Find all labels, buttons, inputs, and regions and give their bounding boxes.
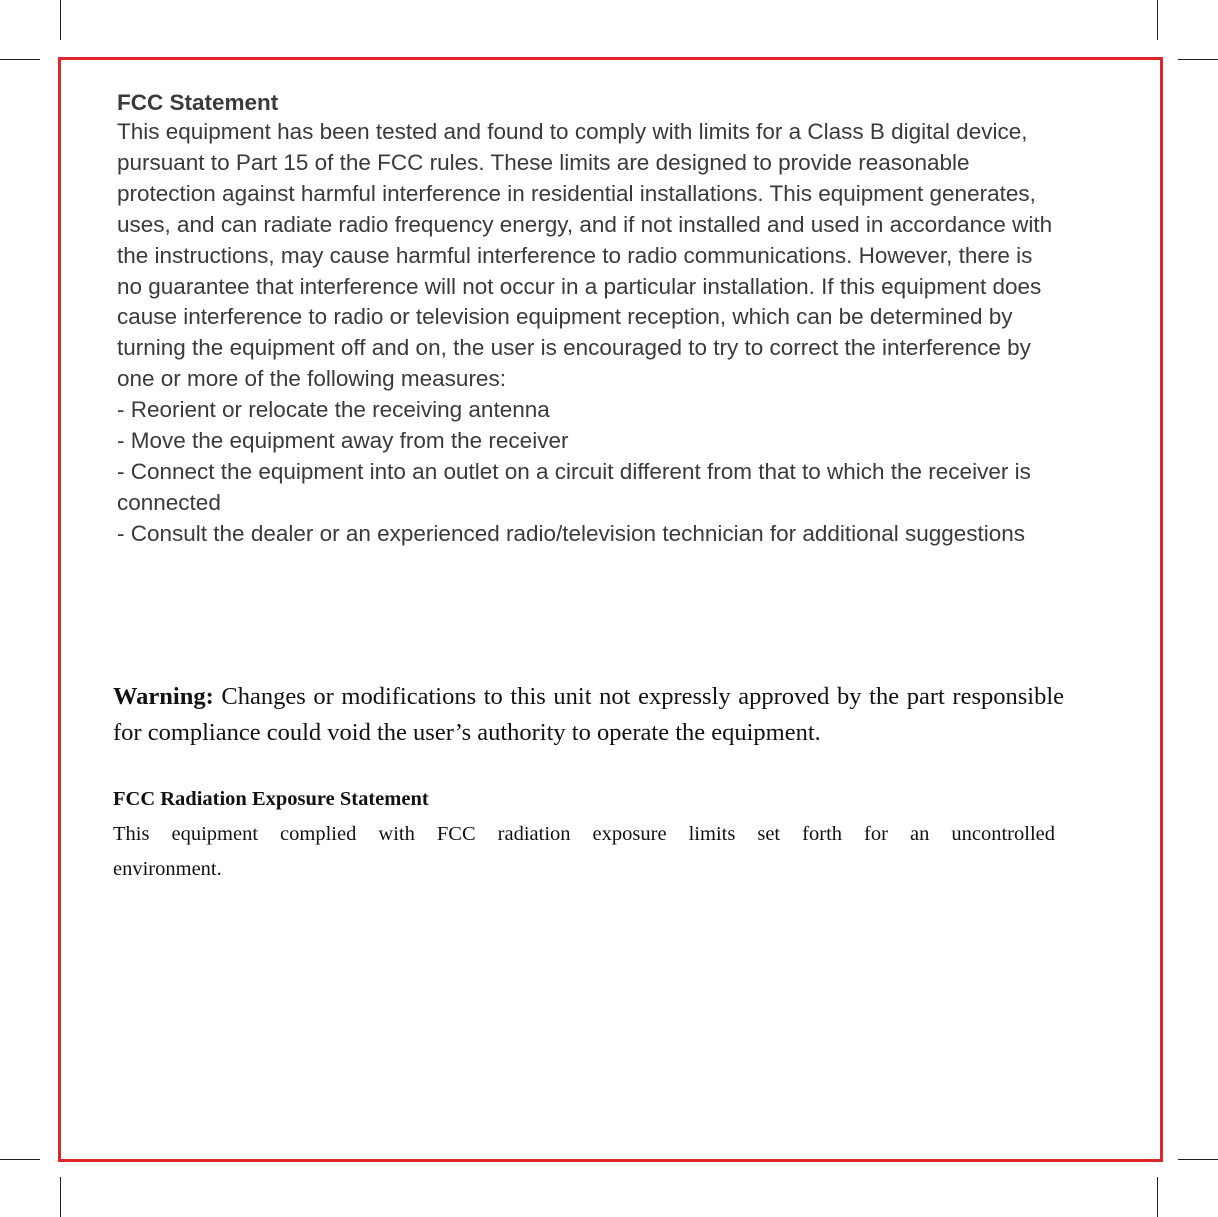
radiation-statement-title: FCC Radiation Exposure Statement xyxy=(113,788,429,810)
fcc-statement-body: This equipment has been tested and found to comply with limits for a Class B digital device, pursuant to Part 15 of the FCC rules. These limits are designed to provide reasonable protection against harmful interference in residential installations. This equipment generates, uses, and can radiate radio frequency energy, and if not installed and used in accordance with the instructions, may cause harmful interference to radio communications. However, there is no guarantee that interference will not occur in a particular installation. If this equipment does cause interference to radio or television equipment reception, which can be determined by turning the equipment off and on, the user is encouraged to try to correct the interference by one or more of the following measures: xyxy=(117,119,1053,392)
list-item: - Reorient or relocate the receiving antenna xyxy=(117,397,550,423)
crop-mark xyxy=(1157,0,1158,40)
crop-mark xyxy=(60,0,61,40)
crop-mark xyxy=(1178,1159,1218,1160)
list-item: - Consult the dealer or an experienced radio/television technician for additional suggestions xyxy=(117,520,1026,546)
crop-mark xyxy=(0,59,40,60)
warning-label: Warning: xyxy=(113,683,214,710)
warning-text: Changes or modifications to this unit not expressly approved by the part responsible for compliance could void the user’s authority to operate the equipment. xyxy=(113,683,1064,746)
fcc-statement-section xyxy=(117,88,1057,550)
list-item: - Move the equipment away from the receiver xyxy=(117,428,569,454)
radiation-statement-body: This equipment complied with FCC radiation exposure limits set forth for an uncontrolled environment. xyxy=(113,823,1055,880)
fcc-statement-title: FCC Statement xyxy=(117,90,279,115)
crop-mark xyxy=(1178,59,1218,60)
crop-mark xyxy=(1157,1177,1158,1217)
crop-mark xyxy=(60,1177,61,1217)
crop-mark xyxy=(0,1159,40,1160)
list-item: - Connect the equipment into an outlet on a circuit different from that to which the receiver is connected xyxy=(117,458,1031,515)
warning-paragraph xyxy=(113,679,1064,751)
fcc-measures-list xyxy=(117,395,1057,550)
